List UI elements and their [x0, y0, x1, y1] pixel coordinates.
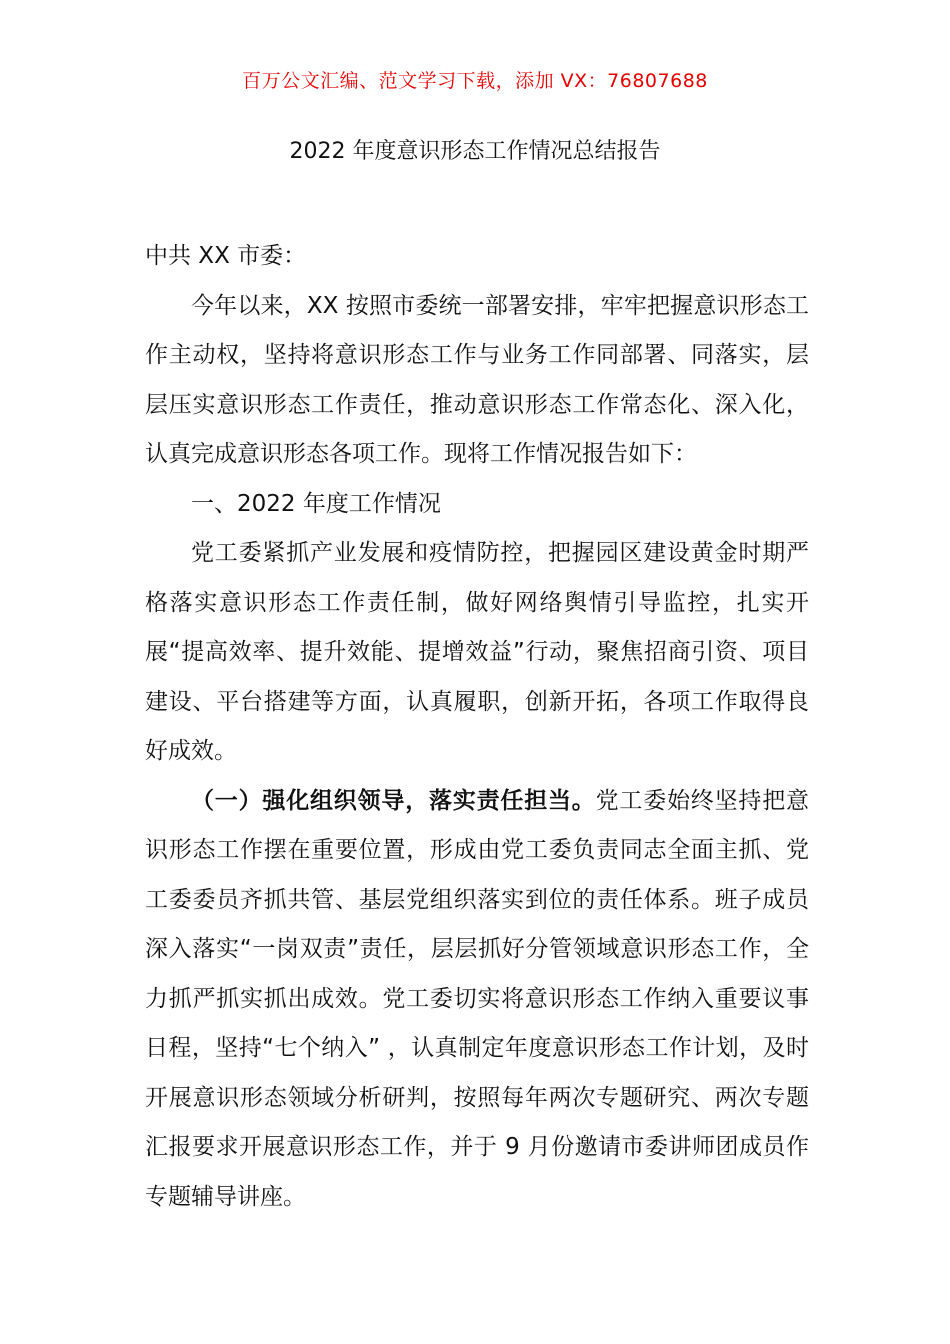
document-title: 2022 年度意识形态工作情况总结报告 — [289, 139, 661, 164]
salutation: 中共 XX 市委： — [145, 243, 307, 269]
intro-paragraph: 今年以来，XX 按照市委统一部署安排，牢牢把握意识形态工作主动权，坚持将意识形态工作与业务工作同部署、同落实，层层压实意识形态工作责任，推动意识形态工作常态化、深入化，认真完成意识形态各项工作。现将工作情况报告如下： — [145, 292, 809, 467]
subsection-paragraph — [145, 777, 809, 1223]
subsection-body: 党工委始终坚持把意识形态工作摆在重要位置，形成由党工委负责同志全面主抓、党工委委员齐抓共管、基层党组织落实到位的责任体系。班子成员深入落实“一岗双责”责任，层层抓好分管领域意识形态工作，全力抓严抓实抓出成效。党工委切实将意识形态工作纳入重要议事日程，坚持“七个纳入” ，认真制定年度意识形态工作计划，及时开展意识形态领域分析研判，按照每年两次专题研究、两次专题汇报要求开展意识形态工作，并于 9 月份邀请市委讲师团成员作专题辅导讲座。 — [145, 787, 810, 1210]
subsection-heading: （一）强化组织领导，落实责任担当。 — [191, 787, 596, 814]
document-body — [145, 232, 809, 1222]
watermark-banner: 百万公文汇编、范文学习下载，添加 VX：76807688 — [242, 70, 708, 92]
section-heading: 一、2022 年度工作情况 — [191, 490, 441, 517]
section-paragraph: 党工委紧抓产业发展和疫情防控，把握园区建设黄金时期严格落实意识形态工作责任制，做好网络舆情引导监控，扎实开展“提高效率、提升效能、提增效益”行动，聚焦招商引资、项目建设、平台搭建等方面，认真履职，创新开拓，各项工作取得良好成效。 — [145, 540, 809, 764]
